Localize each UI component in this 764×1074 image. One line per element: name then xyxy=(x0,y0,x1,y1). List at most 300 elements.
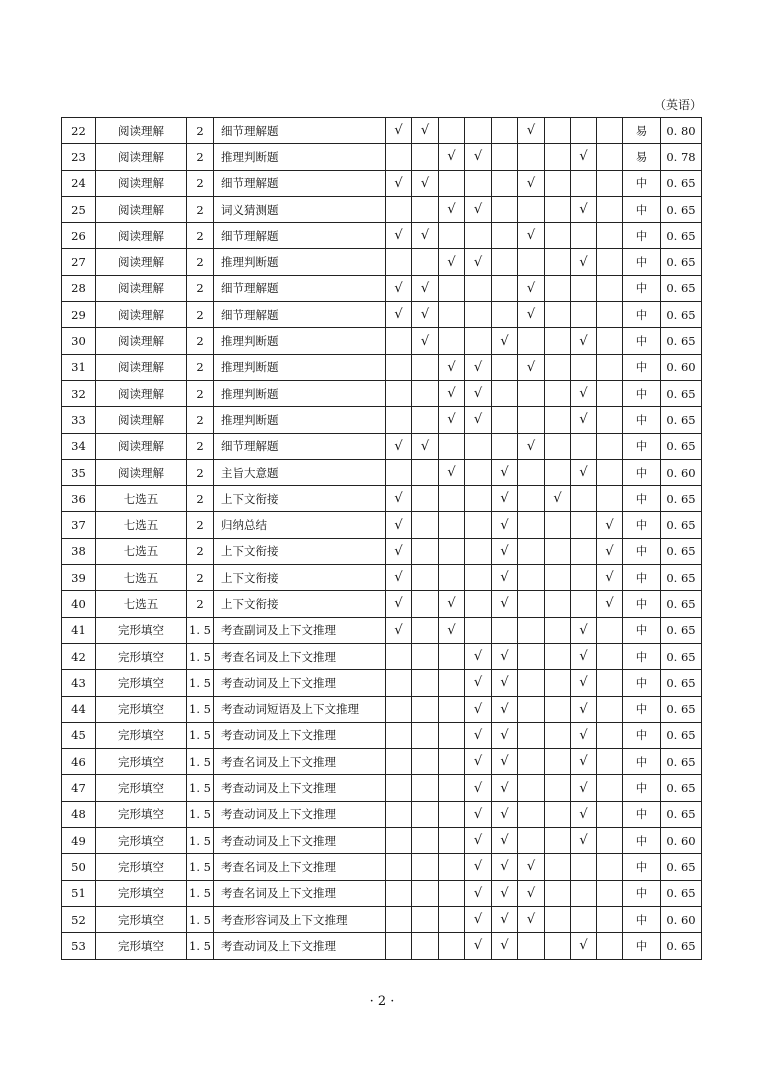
check-cell xyxy=(386,880,412,906)
check-mark: √ xyxy=(447,465,456,480)
score-cell: 2 xyxy=(187,302,214,328)
question-type-cell: 阅读理解 xyxy=(96,407,187,433)
check-cell xyxy=(492,380,518,406)
check-cell xyxy=(465,880,492,906)
check-cell xyxy=(492,775,518,801)
check-cell xyxy=(465,196,492,222)
check-cell xyxy=(412,354,439,380)
difficulty-cell: 中 xyxy=(623,749,661,775)
question-type-cell: 完形填空 xyxy=(96,749,187,775)
check-cell xyxy=(571,538,597,564)
check-cell xyxy=(597,144,623,170)
difficulty-cell: 中 xyxy=(623,486,661,512)
check-mark: √ xyxy=(473,386,483,402)
check-cell xyxy=(518,801,545,827)
topic-cell: 上下文衔接 xyxy=(214,565,386,591)
difficulty-cell: 中 xyxy=(623,722,661,748)
check-cell xyxy=(412,302,439,328)
score-cell: 2 xyxy=(187,354,214,380)
check-cell xyxy=(545,328,571,354)
check-cell xyxy=(412,512,439,538)
check-mark: √ xyxy=(447,202,456,218)
check-cell xyxy=(386,170,412,196)
check-cell xyxy=(412,828,439,854)
check-mark: √ xyxy=(473,254,483,270)
check-mark: √ xyxy=(500,806,509,822)
check-cell xyxy=(439,407,465,433)
check-cell xyxy=(571,828,597,854)
check-mark: √ xyxy=(579,649,588,665)
check-cell xyxy=(492,302,518,328)
check-cell xyxy=(439,170,465,196)
score-cell: 1. 5 xyxy=(187,880,214,906)
check-cell xyxy=(412,670,439,696)
check-mark: √ xyxy=(500,727,509,743)
check-mark: √ xyxy=(394,280,403,296)
ratio-cell: 0. 65 xyxy=(661,591,702,617)
check-mark: √ xyxy=(579,833,588,849)
check-mark: √ xyxy=(394,570,403,586)
difficulty-cell: 中 xyxy=(623,775,661,801)
question-number-cell: 30 xyxy=(62,328,96,354)
ratio-cell: 0. 65 xyxy=(661,722,702,748)
check-cell xyxy=(597,486,623,512)
check-cell xyxy=(465,670,492,696)
check-cell xyxy=(492,512,518,538)
check-cell xyxy=(518,512,545,538)
question-type-cell: 阅读理解 xyxy=(96,144,187,170)
check-cell xyxy=(386,906,412,932)
check-cell xyxy=(465,249,492,275)
check-mark: √ xyxy=(500,701,509,717)
ratio-cell: 0. 65 xyxy=(661,433,702,459)
check-cell xyxy=(518,302,545,328)
ratio-cell: 0. 65 xyxy=(661,749,702,775)
check-cell xyxy=(465,538,492,564)
table-row xyxy=(62,354,702,380)
check-cell xyxy=(386,854,412,880)
check-cell xyxy=(439,144,465,170)
check-cell xyxy=(492,118,518,144)
ratio-cell: 0. 65 xyxy=(661,302,702,328)
check-cell xyxy=(518,354,545,380)
check-cell xyxy=(571,144,597,170)
question-number-cell: 45 xyxy=(62,722,96,748)
question-number-cell: 31 xyxy=(62,354,96,380)
question-number-cell: 34 xyxy=(62,433,96,459)
question-type-cell: 阅读理解 xyxy=(96,380,187,406)
check-mark: √ xyxy=(420,175,430,191)
check-cell xyxy=(465,591,492,617)
check-mark: √ xyxy=(500,333,509,349)
question-type-cell: 阅读理解 xyxy=(96,196,187,222)
ratio-cell: 0. 60 xyxy=(661,459,702,485)
table-row xyxy=(62,828,702,854)
check-cell xyxy=(545,617,571,643)
check-cell xyxy=(412,591,439,617)
score-cell: 2 xyxy=(187,223,214,249)
check-cell xyxy=(597,354,623,380)
table-row xyxy=(62,801,702,827)
subject-label: （英语） xyxy=(653,98,702,112)
check-cell xyxy=(386,144,412,170)
ratio-cell: 0. 65 xyxy=(661,880,702,906)
check-cell xyxy=(597,223,623,249)
question-number-cell: 26 xyxy=(62,223,96,249)
check-cell xyxy=(386,643,412,669)
check-cell xyxy=(571,933,597,959)
check-cell xyxy=(492,223,518,249)
ratio-cell: 0. 65 xyxy=(661,801,702,827)
check-cell xyxy=(597,249,623,275)
check-cell xyxy=(465,854,492,880)
table-row xyxy=(62,407,702,433)
check-cell xyxy=(571,459,597,485)
difficulty-cell: 中 xyxy=(623,880,661,906)
question-number-cell: 51 xyxy=(62,880,96,906)
check-cell xyxy=(386,933,412,959)
check-cell xyxy=(545,118,571,144)
score-cell: 2 xyxy=(187,407,214,433)
question-number-cell: 50 xyxy=(62,854,96,880)
check-cell xyxy=(518,486,545,512)
score-cell: 1. 5 xyxy=(187,801,214,827)
ratio-cell: 0. 65 xyxy=(661,196,702,222)
score-cell: 1. 5 xyxy=(187,670,214,696)
check-cell xyxy=(518,643,545,669)
check-mark: √ xyxy=(473,859,483,875)
topic-cell: 归纳总结 xyxy=(214,512,386,538)
check-cell xyxy=(492,643,518,669)
score-cell: 2 xyxy=(187,433,214,459)
difficulty-cell: 中 xyxy=(623,459,661,485)
score-cell: 2 xyxy=(187,118,214,144)
ratio-cell: 0. 65 xyxy=(661,670,702,696)
check-cell xyxy=(439,880,465,906)
check-cell xyxy=(439,380,465,406)
check-cell xyxy=(597,643,623,669)
check-mark: √ xyxy=(394,175,403,191)
check-cell xyxy=(518,433,545,459)
question-type-cell: 完形填空 xyxy=(96,775,187,801)
check-cell xyxy=(386,591,412,617)
check-cell xyxy=(412,854,439,880)
score-cell: 1. 5 xyxy=(187,617,214,643)
difficulty-cell: 中 xyxy=(623,538,661,564)
check-cell xyxy=(465,144,492,170)
score-cell: 1. 5 xyxy=(187,775,214,801)
check-cell xyxy=(518,118,545,144)
question-number-cell: 28 xyxy=(62,275,96,301)
check-cell xyxy=(412,433,439,459)
difficulty-cell: 中 xyxy=(623,275,661,301)
check-cell xyxy=(597,196,623,222)
check-cell xyxy=(518,749,545,775)
difficulty-cell: 中 xyxy=(623,302,661,328)
topic-cell: 考查名词及上下文推理 xyxy=(214,643,386,669)
check-cell xyxy=(465,223,492,249)
check-cell xyxy=(412,933,439,959)
check-cell xyxy=(545,538,571,564)
question-type-cell: 完形填空 xyxy=(96,880,187,906)
topic-cell: 考查名词及上下文推理 xyxy=(214,749,386,775)
check-cell xyxy=(597,591,623,617)
check-mark: √ xyxy=(605,570,614,586)
check-cell xyxy=(439,933,465,959)
check-cell xyxy=(465,486,492,512)
check-cell xyxy=(412,696,439,722)
check-mark: √ xyxy=(579,465,588,480)
check-mark: √ xyxy=(394,517,403,533)
check-cell xyxy=(465,459,492,485)
check-cell xyxy=(492,591,518,617)
question-number-cell: 37 xyxy=(62,512,96,538)
ratio-cell: 0. 65 xyxy=(661,643,702,669)
check-mark: √ xyxy=(500,912,509,928)
check-cell xyxy=(492,565,518,591)
ratio-cell: 0. 65 xyxy=(661,170,702,196)
check-cell xyxy=(518,275,545,301)
ratio-cell: 0. 65 xyxy=(661,512,702,538)
check-cell xyxy=(439,749,465,775)
check-cell xyxy=(518,223,545,249)
check-cell xyxy=(412,380,439,406)
check-cell xyxy=(571,670,597,696)
check-mark: √ xyxy=(500,491,509,507)
difficulty-cell: 中 xyxy=(623,565,661,591)
score-cell: 2 xyxy=(187,249,214,275)
check-cell xyxy=(518,880,545,906)
ratio-cell: 0. 65 xyxy=(661,380,702,406)
topic-cell: 细节理解题 xyxy=(214,302,386,328)
topic-cell: 上下文衔接 xyxy=(214,591,386,617)
score-cell: 2 xyxy=(187,538,214,564)
score-cell: 1. 5 xyxy=(187,854,214,880)
table-row xyxy=(62,775,702,801)
check-cell xyxy=(492,170,518,196)
question-number-cell: 29 xyxy=(62,302,96,328)
check-mark: √ xyxy=(500,938,509,954)
check-cell xyxy=(386,749,412,775)
check-cell xyxy=(465,933,492,959)
difficulty-cell: 中 xyxy=(623,591,661,617)
check-cell xyxy=(439,696,465,722)
check-mark: √ xyxy=(473,649,483,665)
check-mark: √ xyxy=(447,359,456,375)
check-cell xyxy=(545,906,571,932)
check-cell xyxy=(571,223,597,249)
check-mark: √ xyxy=(500,517,509,533)
check-cell xyxy=(571,275,597,301)
topic-cell: 推理判断题 xyxy=(214,380,386,406)
topic-cell: 考查名词及上下文推理 xyxy=(214,880,386,906)
question-type-cell: 阅读理解 xyxy=(96,249,187,275)
check-mark: √ xyxy=(605,596,614,612)
check-cell xyxy=(571,433,597,459)
check-cell xyxy=(492,617,518,643)
topic-cell: 考查动词及上下文推理 xyxy=(214,722,386,748)
topic-cell: 细节理解题 xyxy=(214,118,386,144)
score-cell: 2 xyxy=(187,380,214,406)
check-mark: √ xyxy=(526,359,536,375)
question-number-cell: 39 xyxy=(62,565,96,591)
check-cell xyxy=(386,328,412,354)
check-cell xyxy=(571,906,597,932)
check-cell xyxy=(412,486,439,512)
difficulty-cell: 中 xyxy=(623,906,661,932)
check-mark: √ xyxy=(447,149,456,165)
check-cell xyxy=(465,828,492,854)
check-mark: √ xyxy=(394,228,403,244)
check-cell xyxy=(545,354,571,380)
ratio-cell: 0. 80 xyxy=(661,118,702,144)
check-mark: √ xyxy=(553,491,562,507)
score-cell: 2 xyxy=(187,459,214,485)
topic-cell: 考查动词及上下文推理 xyxy=(214,933,386,959)
topic-cell: 推理判断题 xyxy=(214,144,386,170)
question-type-cell: 完形填空 xyxy=(96,801,187,827)
check-cell xyxy=(412,643,439,669)
check-mark: √ xyxy=(394,543,403,559)
check-cell xyxy=(545,696,571,722)
table-row xyxy=(62,433,702,459)
check-cell xyxy=(465,302,492,328)
check-cell xyxy=(518,380,545,406)
check-cell xyxy=(412,328,439,354)
check-cell xyxy=(545,854,571,880)
check-cell xyxy=(439,801,465,827)
check-cell xyxy=(386,696,412,722)
check-mark: √ xyxy=(500,649,509,665)
check-cell xyxy=(518,828,545,854)
check-cell xyxy=(518,722,545,748)
check-cell xyxy=(386,538,412,564)
ratio-cell: 0. 65 xyxy=(661,538,702,564)
check-cell xyxy=(412,880,439,906)
check-mark: √ xyxy=(579,412,588,428)
check-cell xyxy=(412,275,439,301)
check-cell xyxy=(386,670,412,696)
check-mark: √ xyxy=(473,202,483,218)
check-cell xyxy=(465,118,492,144)
check-cell xyxy=(492,459,518,485)
check-mark: √ xyxy=(526,228,536,244)
check-cell xyxy=(545,170,571,196)
check-mark: √ xyxy=(473,675,483,691)
check-cell xyxy=(492,749,518,775)
check-cell xyxy=(597,749,623,775)
check-cell xyxy=(597,670,623,696)
check-cell xyxy=(439,433,465,459)
ratio-cell: 0. 65 xyxy=(661,933,702,959)
check-cell xyxy=(518,565,545,591)
question-type-cell: 阅读理解 xyxy=(96,223,187,249)
question-number-cell: 32 xyxy=(62,380,96,406)
check-cell xyxy=(465,565,492,591)
table-row xyxy=(62,880,702,906)
difficulty-cell: 易 xyxy=(623,118,661,144)
question-number-cell: 47 xyxy=(62,775,96,801)
check-cell xyxy=(571,196,597,222)
table-row xyxy=(62,933,702,959)
check-mark: √ xyxy=(420,307,430,323)
check-mark: √ xyxy=(526,859,536,875)
check-cell xyxy=(386,302,412,328)
ratio-cell: 0. 60 xyxy=(661,354,702,380)
table-row xyxy=(62,591,702,617)
ratio-cell: 0. 65 xyxy=(661,275,702,301)
question-number-cell: 27 xyxy=(62,249,96,275)
table-row xyxy=(62,512,702,538)
check-cell xyxy=(439,302,465,328)
question-number-cell: 46 xyxy=(62,749,96,775)
check-cell xyxy=(597,538,623,564)
question-number-cell: 44 xyxy=(62,696,96,722)
topic-cell: 考查名词及上下文推理 xyxy=(214,854,386,880)
check-mark: √ xyxy=(420,333,430,349)
difficulty-cell: 中 xyxy=(623,933,661,959)
check-mark: √ xyxy=(420,228,430,244)
topic-cell: 推理判断题 xyxy=(214,328,386,354)
check-cell xyxy=(412,722,439,748)
score-cell: 2 xyxy=(187,565,214,591)
ratio-cell: 0. 65 xyxy=(661,328,702,354)
check-cell xyxy=(597,433,623,459)
check-cell xyxy=(386,722,412,748)
question-type-cell: 阅读理解 xyxy=(96,328,187,354)
check-cell xyxy=(571,380,597,406)
table-row xyxy=(62,617,702,643)
question-number-cell: 53 xyxy=(62,933,96,959)
topic-cell: 考查动词短语及上下文推理 xyxy=(214,696,386,722)
check-cell xyxy=(571,880,597,906)
check-cell xyxy=(412,407,439,433)
table-row xyxy=(62,223,702,249)
check-cell xyxy=(412,617,439,643)
table-row xyxy=(62,302,702,328)
check-mark: √ xyxy=(526,280,536,296)
check-cell xyxy=(386,354,412,380)
check-cell xyxy=(386,275,412,301)
ratio-cell: 0. 78 xyxy=(661,144,702,170)
topic-cell: 考查动词及上下文推理 xyxy=(214,775,386,801)
question-type-cell: 完形填空 xyxy=(96,854,187,880)
check-cell xyxy=(439,775,465,801)
ratio-cell: 0. 60 xyxy=(661,906,702,932)
difficulty-cell: 中 xyxy=(623,801,661,827)
check-cell xyxy=(518,617,545,643)
check-cell xyxy=(492,275,518,301)
check-cell xyxy=(412,749,439,775)
check-cell xyxy=(465,643,492,669)
difficulty-cell: 中 xyxy=(623,854,661,880)
check-mark: √ xyxy=(394,123,403,139)
difficulty-cell: 中 xyxy=(623,433,661,459)
check-cell xyxy=(465,696,492,722)
check-cell xyxy=(597,828,623,854)
check-mark: √ xyxy=(526,175,536,191)
check-mark: √ xyxy=(526,438,536,454)
check-cell xyxy=(386,828,412,854)
check-cell xyxy=(518,933,545,959)
check-cell xyxy=(571,854,597,880)
question-type-cell: 阅读理解 xyxy=(96,118,187,144)
check-mark: √ xyxy=(500,675,509,691)
topic-cell: 上下文衔接 xyxy=(214,538,386,564)
check-mark: √ xyxy=(420,280,430,296)
check-cell xyxy=(518,144,545,170)
score-cell: 1. 5 xyxy=(187,643,214,669)
